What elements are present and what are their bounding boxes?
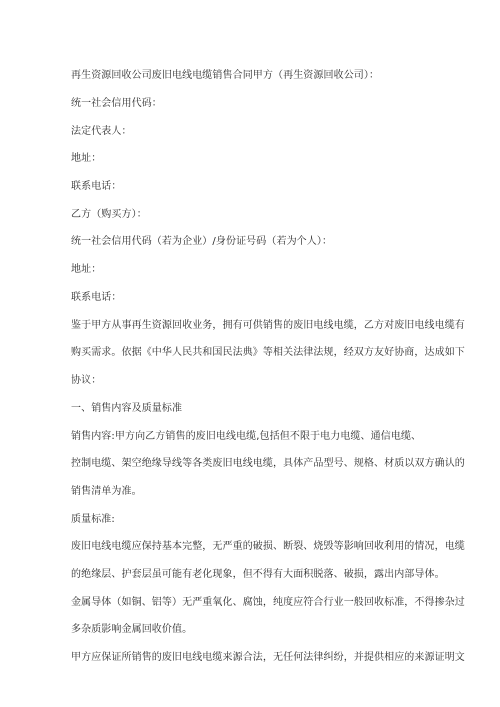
party-b-phone: 联系电话： [71, 292, 122, 303]
quality-line-4: 多杂质影响金属回收价值。 [71, 624, 193, 635]
party-b-heading: 乙方（购买方）： [71, 209, 147, 220]
quality-line-3: 金属导体（如铜、铝等）无严重氧化、腐蚀，纯度应符合行业一般回收标准，不得掺杂过 [71, 597, 465, 608]
quality-standard-label: 质量标准: [71, 514, 115, 525]
preamble-line-3: 协议： [71, 375, 102, 386]
party-a-phone: 联系电话： [71, 181, 122, 192]
quality-line-2: 的绝缘层、护套层虽可能有老化现象，但不得有大面积脱落、破损，露出内部导体。 [71, 569, 445, 580]
section-1-heading: 一、销售内容及质量标准 [71, 403, 183, 414]
preamble-line-2: 购买需求。依据《中华人民共和国民法典》等相关法律法规，经双方友好协商，达成如下 [71, 347, 465, 358]
sales-content-line-2: 控制电缆、架空绝缘导线等各类废旧电线电缆，具体产品型号、规格、材质以双方确认的 [71, 458, 465, 469]
party-b-id-number: 统一社会信用代码（若为企业）/身份证号码（若为个人）： [71, 236, 333, 247]
party-a-legal-rep: 法定代表人： [71, 126, 132, 137]
sales-content-line-3: 销售清单为准。 [71, 486, 142, 497]
quality-line-5: 甲方应保证所销售的废旧电线电缆来源合法，无任何法律纠纷，并提供相应的来源证明文 [71, 652, 465, 663]
preamble-line-1: 鉴于甲方从事再生资源回收业务，拥有可供销售的废旧电线电缆，乙方对废旧电线电缆有 [71, 320, 465, 331]
party-b-address: 地址： [71, 264, 102, 275]
party-a-address: 地址： [71, 153, 102, 164]
sales-content-line-1: 销售内容:甲方向乙方销售的废旧电线电缆,包括但不限于电力电缆、通信电缆、 [71, 431, 422, 442]
contract-title-party-a: 再生资源回收公司废旧电线电缆销售合同甲方（再生资源回收公司）： [71, 70, 380, 81]
party-a-credit-code: 统一社会信用代码： [71, 98, 162, 109]
quality-line-1: 废旧电线电缆应保持基本完整，无严重的破损、断裂、烧毁等影响回收利用的情况，电缆 [71, 541, 465, 552]
